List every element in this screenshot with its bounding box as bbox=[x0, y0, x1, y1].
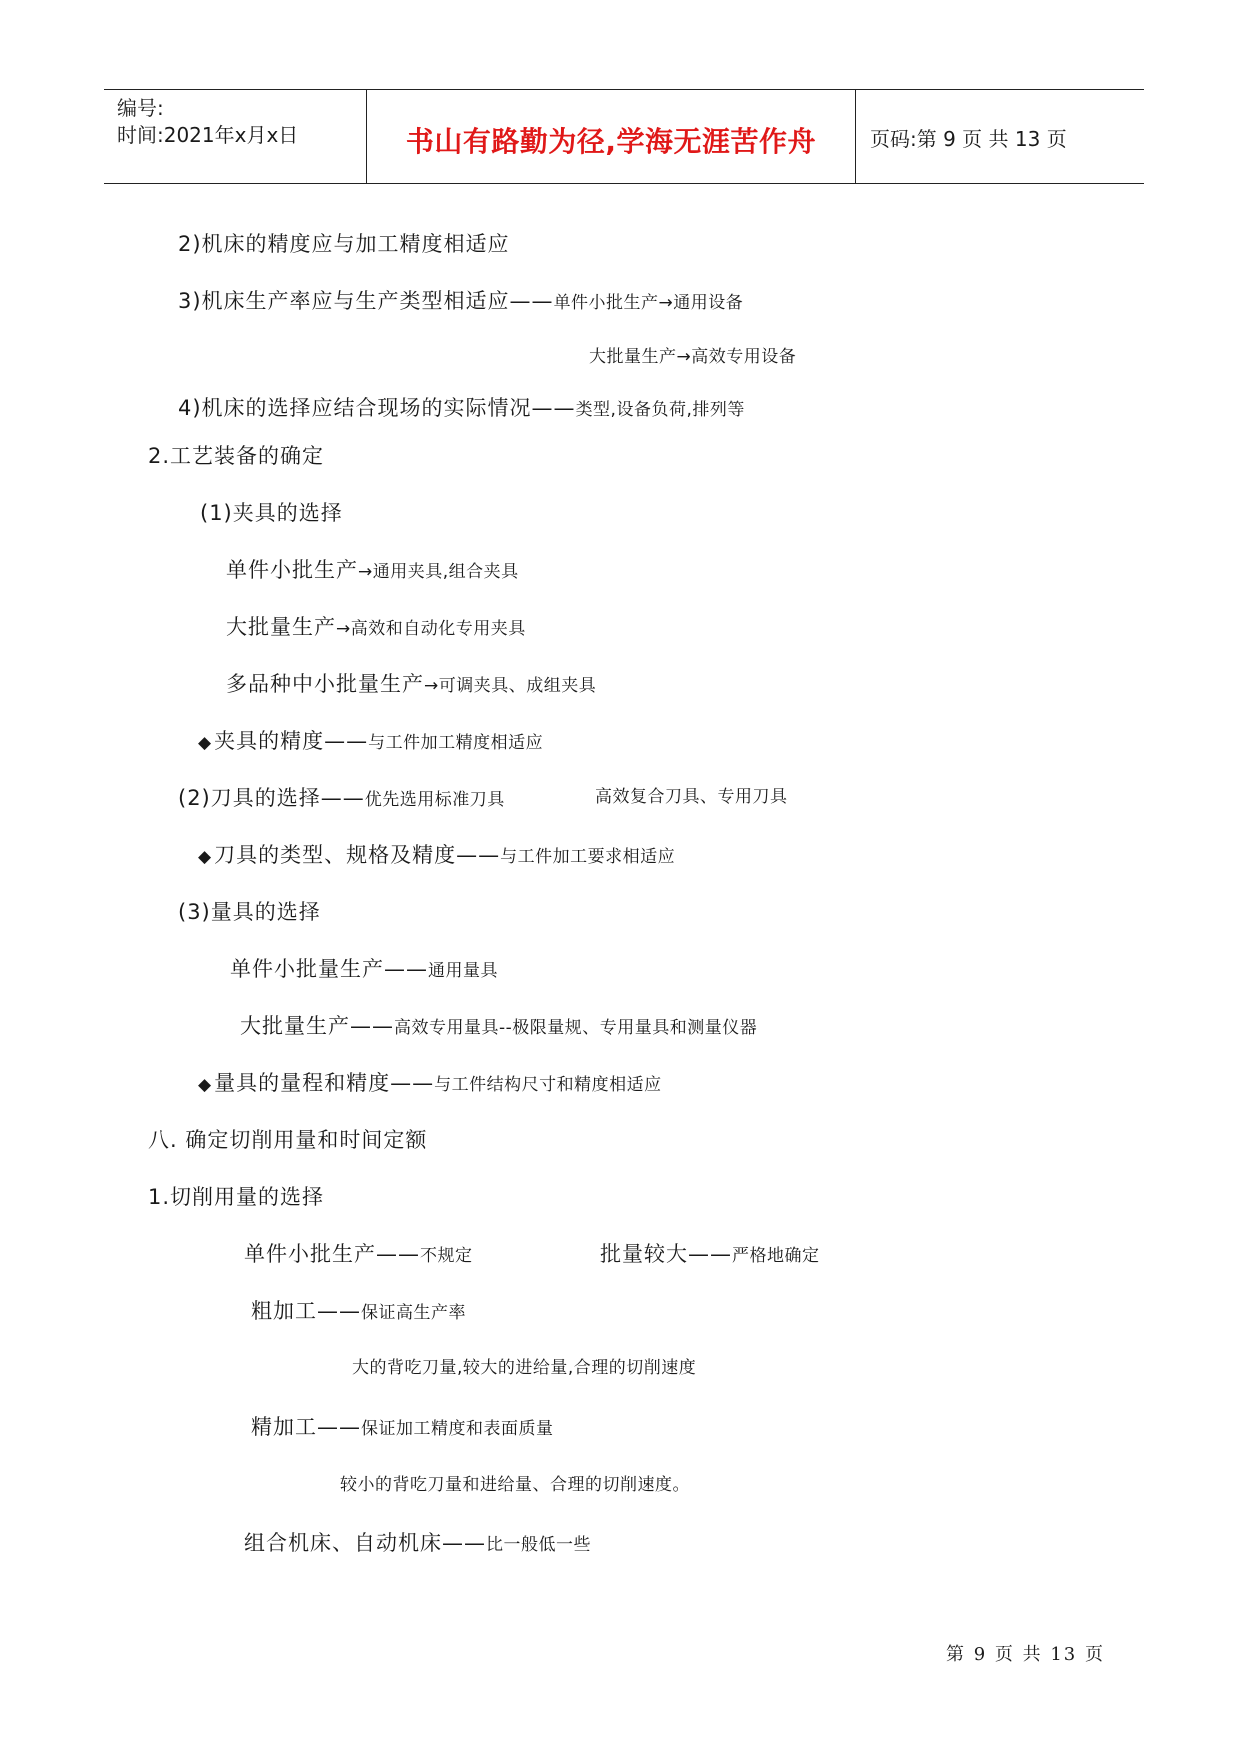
text-line bbox=[251, 1295, 466, 1325]
text-line bbox=[352, 1353, 696, 1378]
text-line bbox=[226, 611, 526, 641]
text-segment: 优先选用标准刀具 bbox=[364, 790, 505, 810]
text-line bbox=[251, 1411, 554, 1441]
page-footer: 第 9 页 共 13 页 bbox=[946, 1644, 1105, 1665]
text-segment: 大批量生产 bbox=[226, 615, 336, 639]
header-page-cell bbox=[856, 90, 1144, 183]
text-segment: 精加工—— bbox=[251, 1415, 361, 1439]
text-segment: 通用量具 bbox=[428, 961, 498, 981]
section-heading: 八. 确定切削用量和时间定额 bbox=[148, 1128, 428, 1152]
text-line bbox=[178, 285, 743, 315]
page-header bbox=[104, 89, 1144, 184]
text-line bbox=[178, 782, 505, 812]
diamond-bullet-icon: ◆ bbox=[198, 847, 213, 867]
text-segment: 比一般低一些 bbox=[486, 1535, 591, 1555]
text-segment: →通用夹具,组合夹具 bbox=[358, 562, 519, 582]
text-segment: 3)机床生产率应与生产类型相适应—— bbox=[178, 289, 554, 313]
text-segment: 夹具的精度—— bbox=[214, 729, 369, 753]
text-segment: 单件小批生产→通用设备 bbox=[553, 293, 744, 313]
text-segment: 4)机床的选择应结合现场的实际情况—— bbox=[178, 396, 576, 420]
subsection-heading: (1)夹具的选择 bbox=[200, 501, 343, 525]
text-segment: 多品种中小批量生产 bbox=[226, 672, 424, 696]
header-info-cell bbox=[104, 90, 367, 183]
text-segment: 刀具的类型、规格及精度—— bbox=[214, 843, 501, 867]
text-line bbox=[244, 1238, 473, 1268]
text-line bbox=[178, 392, 745, 422]
text-segment: 单件小批量生产—— bbox=[230, 957, 428, 981]
text-line bbox=[240, 1010, 757, 1040]
text-segment: 单件小批生产 bbox=[226, 558, 358, 582]
text-line bbox=[226, 668, 596, 698]
text-segment: 高效专用量具--极限量规、专用量具和测量仪器 bbox=[394, 1018, 758, 1038]
text-segment: (2)刀具的选择—— bbox=[178, 786, 365, 810]
text-segment: 与工件加工精度相适应 bbox=[368, 733, 544, 753]
header-motto-cell bbox=[367, 90, 856, 183]
text-line bbox=[198, 1067, 662, 1097]
text-segment: 大批量生产—— bbox=[240, 1014, 394, 1038]
text-segment: 大的背吃刀量,较大的进给量,合理的切削速度 bbox=[352, 1358, 697, 1378]
text-line bbox=[198, 725, 543, 755]
text-line bbox=[226, 554, 519, 584]
text-segment: 量具的量程和精度—— bbox=[214, 1071, 435, 1095]
text-segment: 大批量生产→高效专用设备 bbox=[589, 347, 797, 367]
text-segment: 与工件加工要求相适应 bbox=[500, 847, 676, 867]
text-segment: 单件小批生产—— bbox=[244, 1242, 420, 1266]
document-number-label: 编号: bbox=[117, 96, 164, 120]
text-segment: 类型,设备负荷,排列等 bbox=[575, 400, 745, 420]
text-segment: 保证加工精度和表面质量 bbox=[361, 1419, 554, 1439]
text-segment: 严格地确定 bbox=[732, 1246, 820, 1266]
text-segment: →高效和自动化专用夹具 bbox=[336, 619, 526, 639]
text-line bbox=[600, 1238, 820, 1268]
text-segment: 高效复合刀具、专用刀具 bbox=[595, 787, 788, 807]
header-motto: 书山有路勤为径,学海无涯苦作舟 bbox=[405, 125, 817, 158]
text-line bbox=[198, 839, 675, 869]
text-line bbox=[589, 342, 796, 367]
section-heading: 2.工艺装备的确定 bbox=[148, 444, 325, 468]
text-segment: 较小的背吃刀量和进给量、合理的切削速度。 bbox=[340, 1475, 690, 1495]
diamond-bullet-icon: ◆ bbox=[198, 733, 213, 753]
text-segment: 不规定 bbox=[420, 1246, 473, 1266]
text-segment: 粗加工—— bbox=[251, 1299, 361, 1323]
subsection-heading: 1.切削用量的选择 bbox=[148, 1185, 325, 1209]
text-line bbox=[340, 1470, 690, 1495]
text-segment: 与工件结构尺寸和精度相适应 bbox=[434, 1075, 662, 1095]
text-line bbox=[230, 953, 498, 983]
header-page-number: 页码:第 9 页 共 13 页 bbox=[870, 127, 1067, 151]
text-segment: 保证高生产率 bbox=[361, 1303, 466, 1323]
text-segment: 组合机床、自动机床—— bbox=[244, 1531, 486, 1555]
text-segment: 批量较大—— bbox=[600, 1242, 732, 1266]
text-line bbox=[595, 782, 788, 807]
text-line: 2)机床的精度应与加工精度相适应 bbox=[178, 232, 510, 256]
text-line bbox=[244, 1527, 591, 1557]
diamond-bullet-icon: ◆ bbox=[198, 1075, 213, 1095]
document-time-label: 时间:2021年x月x日 bbox=[117, 123, 299, 147]
subsection-heading: (3)量具的选择 bbox=[178, 900, 321, 924]
text-segment: →可调夹具、成组夹具 bbox=[424, 676, 597, 696]
